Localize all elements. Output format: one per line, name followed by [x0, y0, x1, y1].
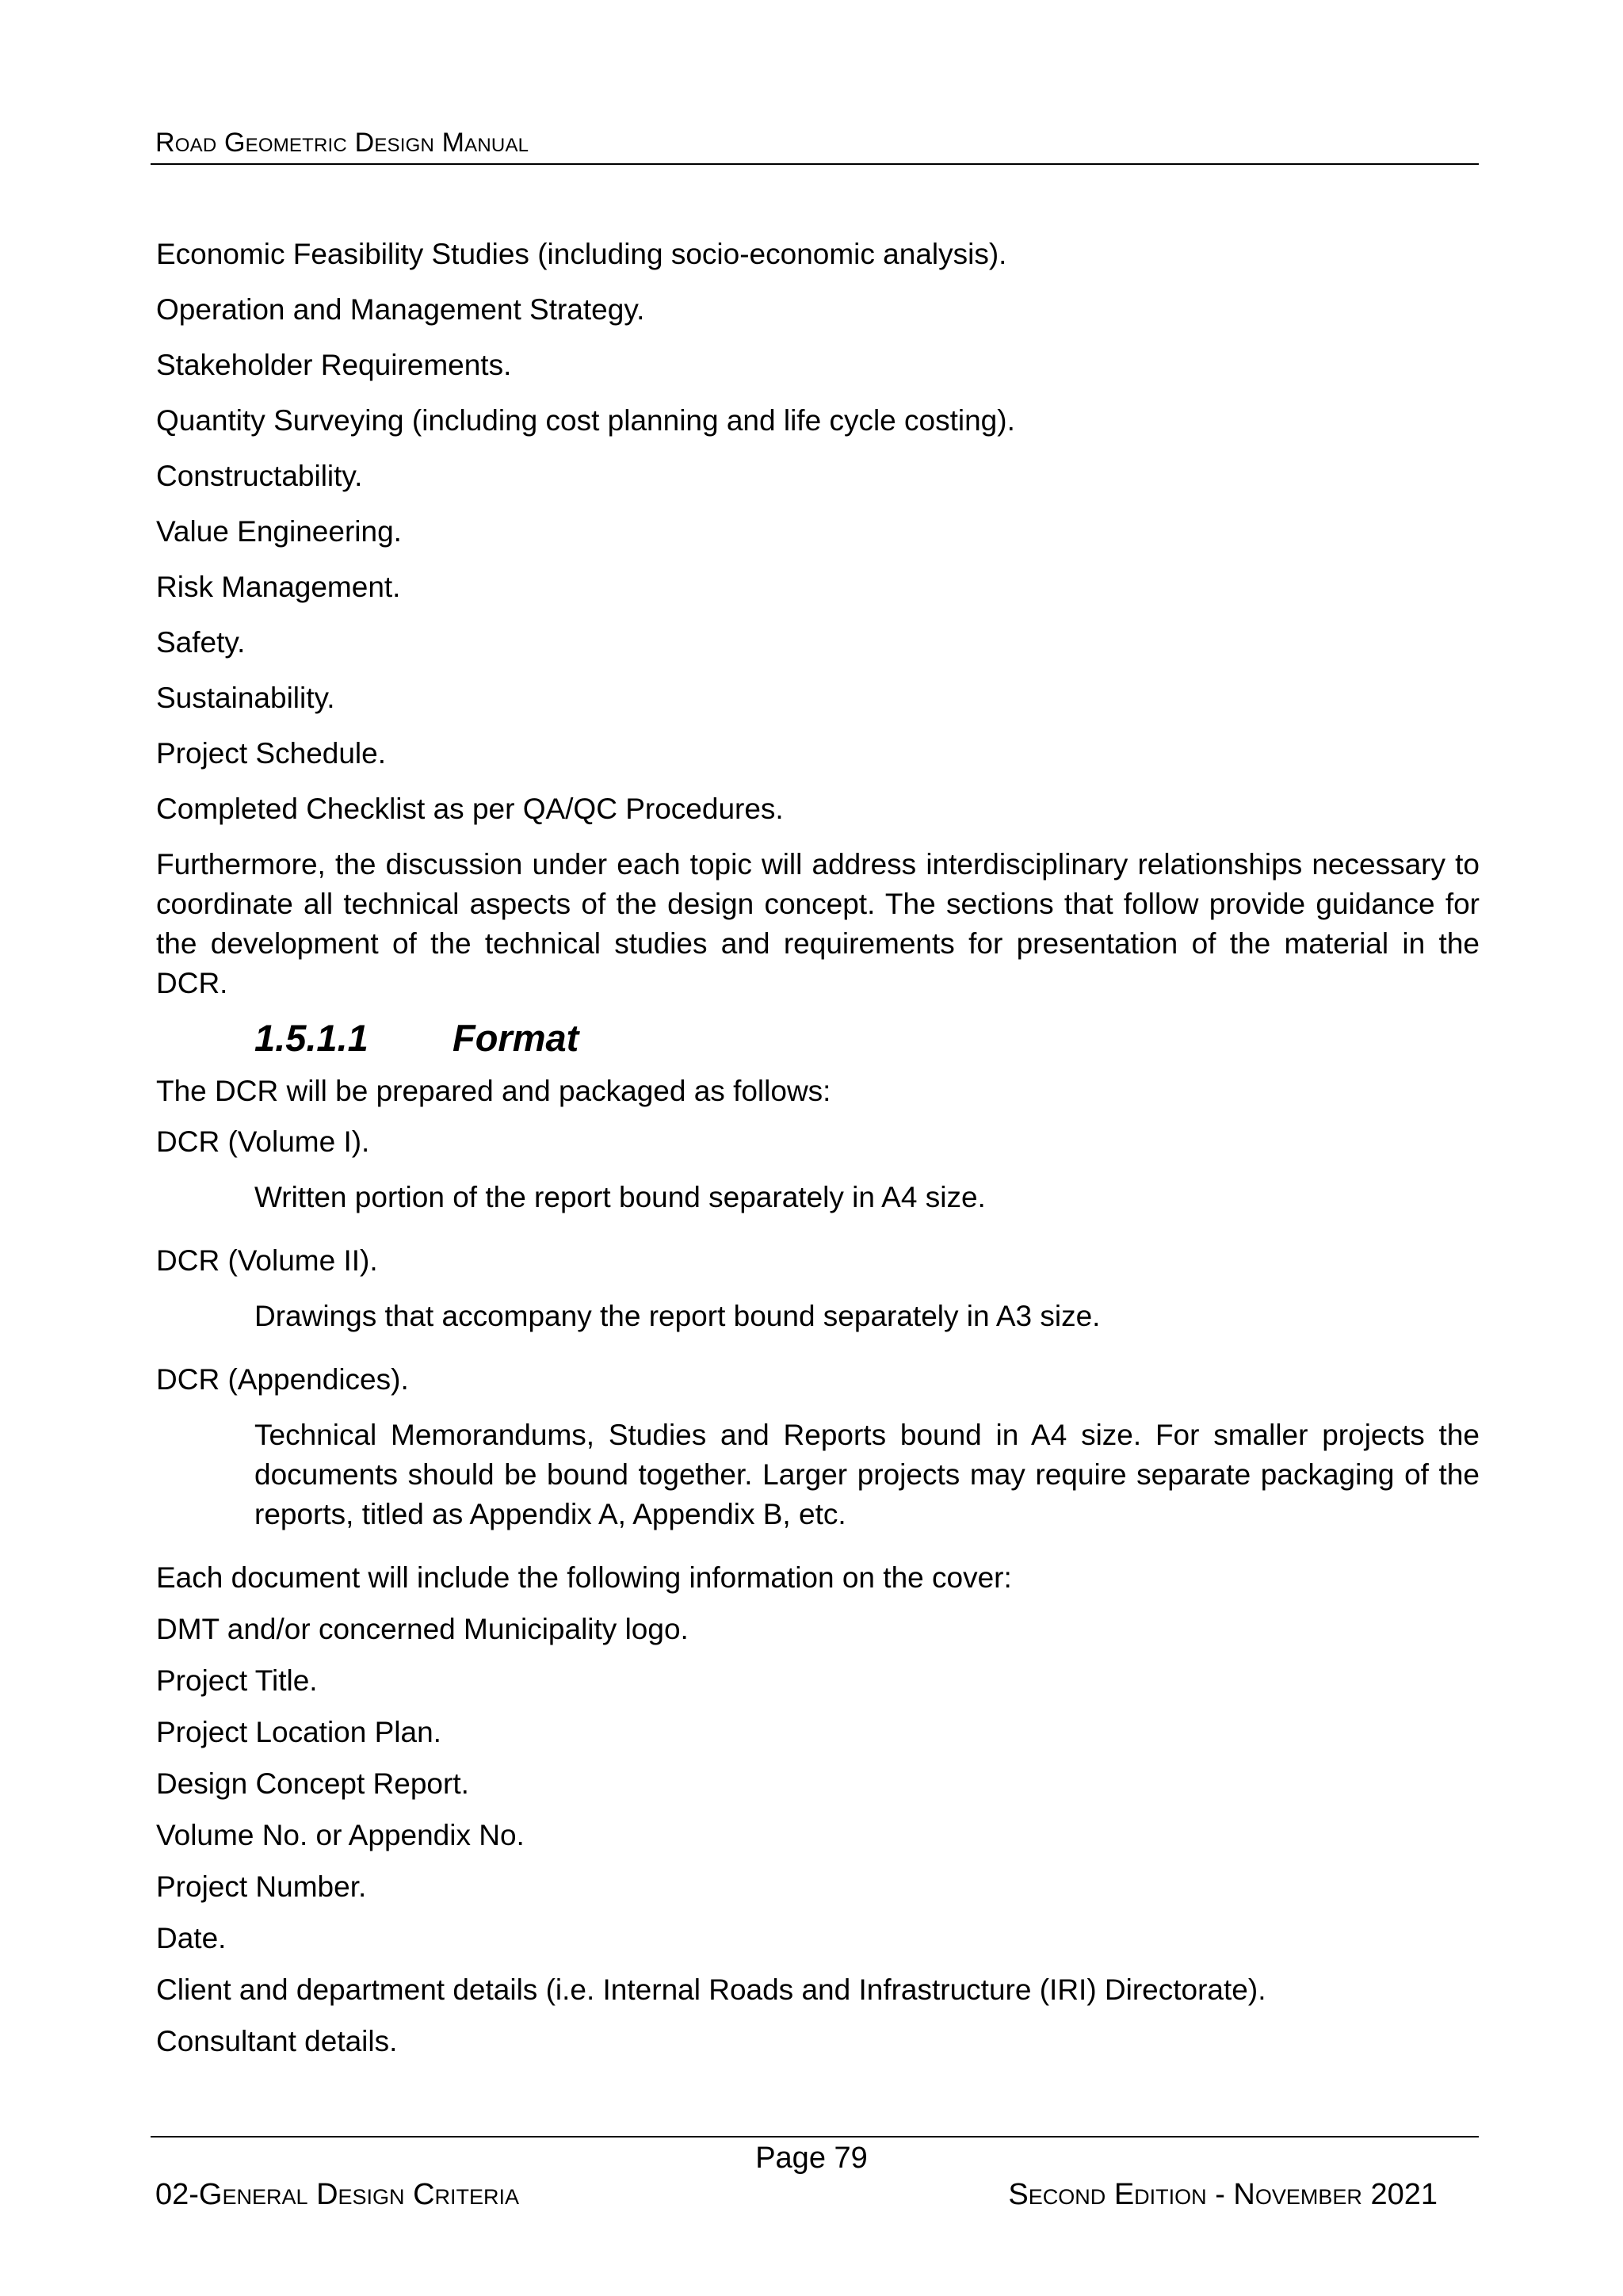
page-content — [156, 235, 1480, 2073]
page-number: Page 79 — [755, 2141, 868, 2175]
section-heading — [254, 1016, 1480, 1060]
running-header: Road Geometric Design Manual — [155, 128, 529, 158]
cover-item: Client and department details (i.e. Internal Roads and Infrastructure (IRI) Directorate). — [156, 1973, 1266, 2006]
section-number: 1.5.1.1 — [254, 1017, 369, 1059]
volume-detail: Drawings that accompany the report bound separately in A3 size. — [254, 1300, 1101, 1332]
body-paragraph: Furthermore, the discussion under each topic will address interdisciplinary relationships necessary to coordinate all technical aspects of the design concept. The sections that follow provide guidance for the development of the technical studies and requirements for presentation of the material in the DCR. — [156, 848, 1480, 999]
cover-item: Date. — [156, 1922, 227, 1954]
footer-chapter: 02-General Design Criteria — [155, 2178, 520, 2211]
volume-label: DCR (Volume I). — [156, 1125, 370, 1158]
list-item: Constructability. — [156, 460, 363, 492]
volume-label: DCR (Appendices). — [156, 1363, 409, 1396]
list-item: Risk Management. — [156, 571, 401, 603]
footer-edition: Second Edition - November 2021 — [1008, 2178, 1438, 2211]
cover-item: Project Title. — [156, 1664, 318, 1697]
volume-detail: Technical Memorandums, Studies and Reports bound in A4 size. For smaller projects the documents should be bound together. Larger projects may require separate packaging of the reports, titled as Appendix A, Appendix B, etc. — [254, 1419, 1480, 1530]
cover-intro: Each document will include the following information on the cover: — [156, 1561, 1012, 1594]
volume-detail: Written portion of the report bound separately in A4 size. — [254, 1181, 986, 1213]
volume-label: DCR (Volume II). — [156, 1244, 378, 1277]
list-item: Completed Checklist as per QA/QC Procedures. — [156, 793, 784, 825]
list-item: Economic Feasibility Studies (including socio-economic analysis). — [156, 238, 1007, 270]
cover-item: Project Number. — [156, 1870, 367, 1903]
format-intro: The DCR will be prepared and packaged as follows: — [156, 1075, 831, 1107]
list-item: Safety. — [156, 626, 246, 659]
list-item: Value Engineering. — [156, 515, 402, 548]
cover-item: DMT and/or concerned Municipality logo. — [156, 1613, 689, 1645]
header-divider — [151, 163, 1479, 165]
list-item: Operation and Management Strategy. — [156, 293, 645, 326]
list-item: Sustainability. — [156, 682, 335, 714]
cover-item: Consultant details. — [156, 2025, 398, 2057]
cover-item: Project Location Plan. — [156, 1716, 441, 1748]
list-item: Stakeholder Requirements. — [156, 349, 512, 381]
cover-item: Design Concept Report. — [156, 1767, 469, 1800]
list-item: Project Schedule. — [156, 737, 387, 770]
cover-item: Volume No. or Appendix No. — [156, 1819, 525, 1851]
section-title: Format — [453, 1017, 579, 1059]
list-item: Quantity Surveying (including cost planning and life cycle costing). — [156, 404, 1015, 437]
footer-divider — [151, 2136, 1479, 2137]
